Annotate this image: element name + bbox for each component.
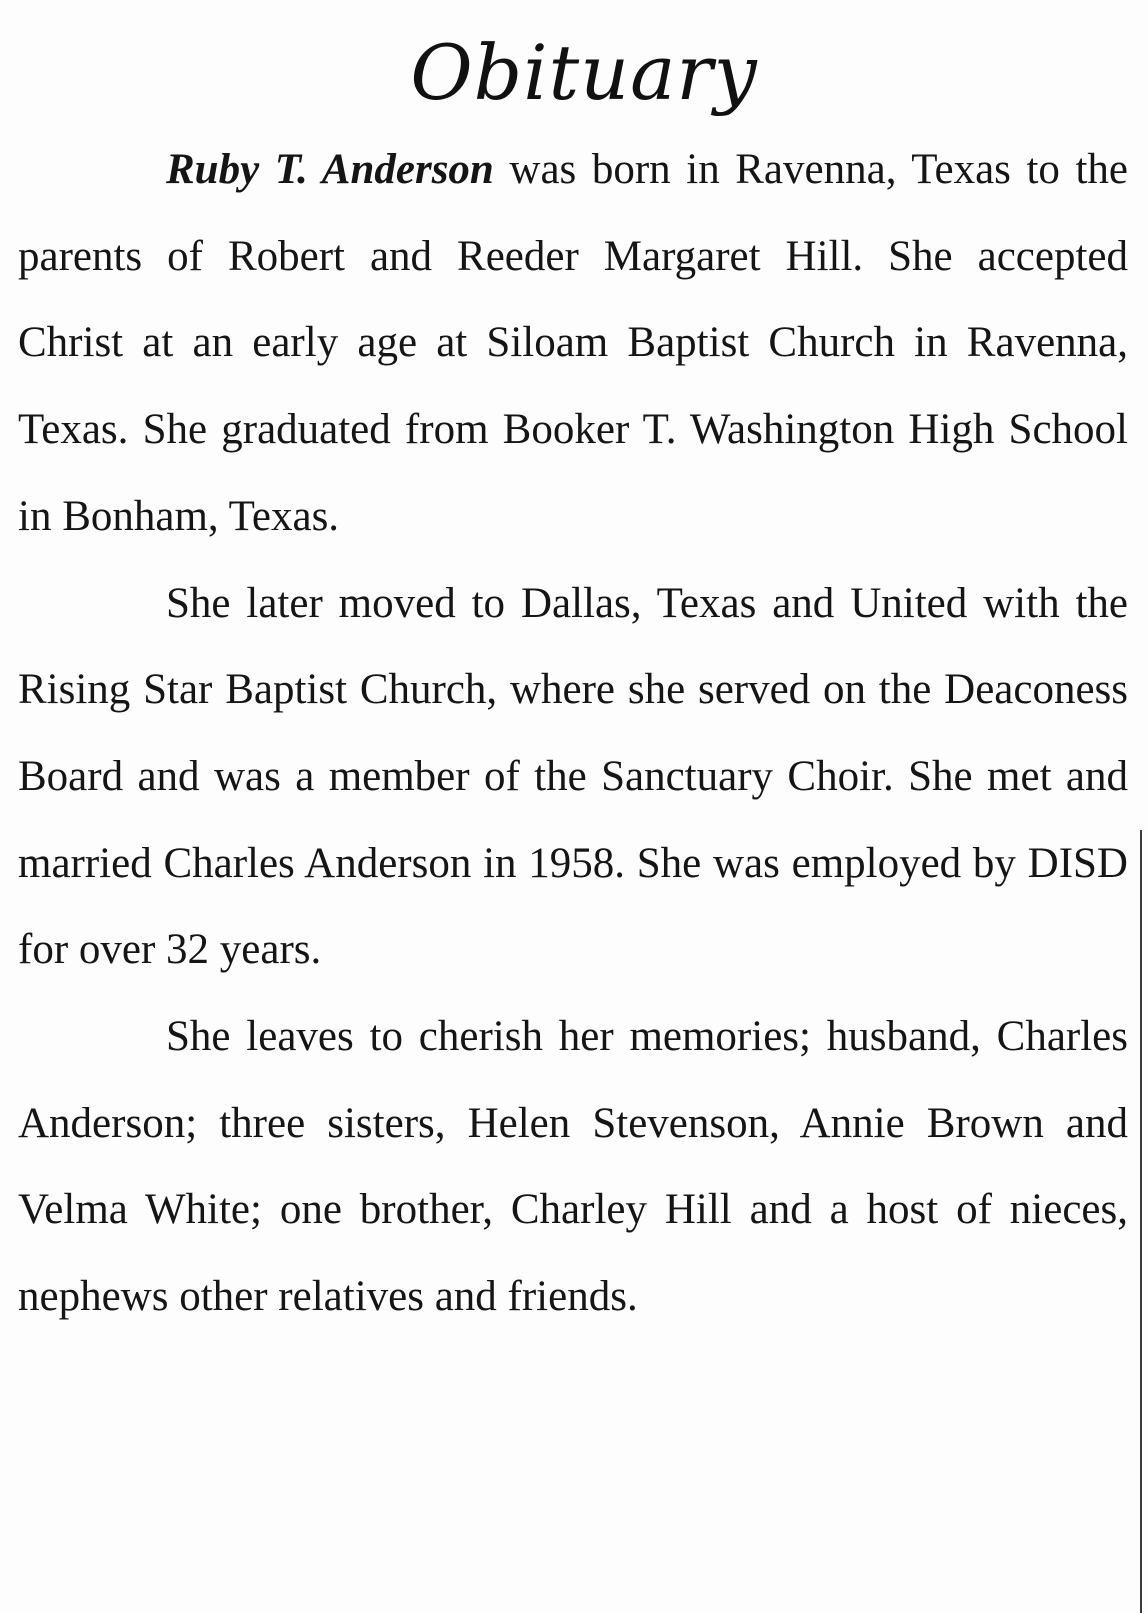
paragraph-survivors	[18, 994, 1128, 1341]
paragraph-text: She later moved to Dallas, Texas and United with the Rising Star Baptist Church, where she served on the Deaconess Board and was a member of the Sanctuary Choir. She met and married Charles Anderson in 1958. She was employed by DISD for over 32 years.	[18, 579, 1128, 974]
paragraph-text: was born in Ravenna, Texas to the parents of Robert and Reeder Margaret Hill. She accepted Christ at an early age at Siloam Baptist Church in Ravenna, Texas. She graduated from Booker T. Washington High School in Bonham, Texas.	[18, 146, 1129, 540]
page-edge-divider	[1140, 830, 1142, 1613]
deceased-name: Ruby T. Anderson	[166, 146, 494, 193]
paragraph-text: She leaves to cherish her memories; husband, Charles Anderson; three sisters, Helen Stevenson, Annie Brown and Velma White; one brother, Charley Hill and a host of nieces, nephews other relatives and friends.	[18, 1013, 1128, 1321]
paragraph-life	[18, 561, 1128, 995]
page-title: Obituary	[410, 28, 758, 117]
obituary-body	[18, 127, 1128, 1341]
paragraph-birth	[18, 127, 1128, 561]
